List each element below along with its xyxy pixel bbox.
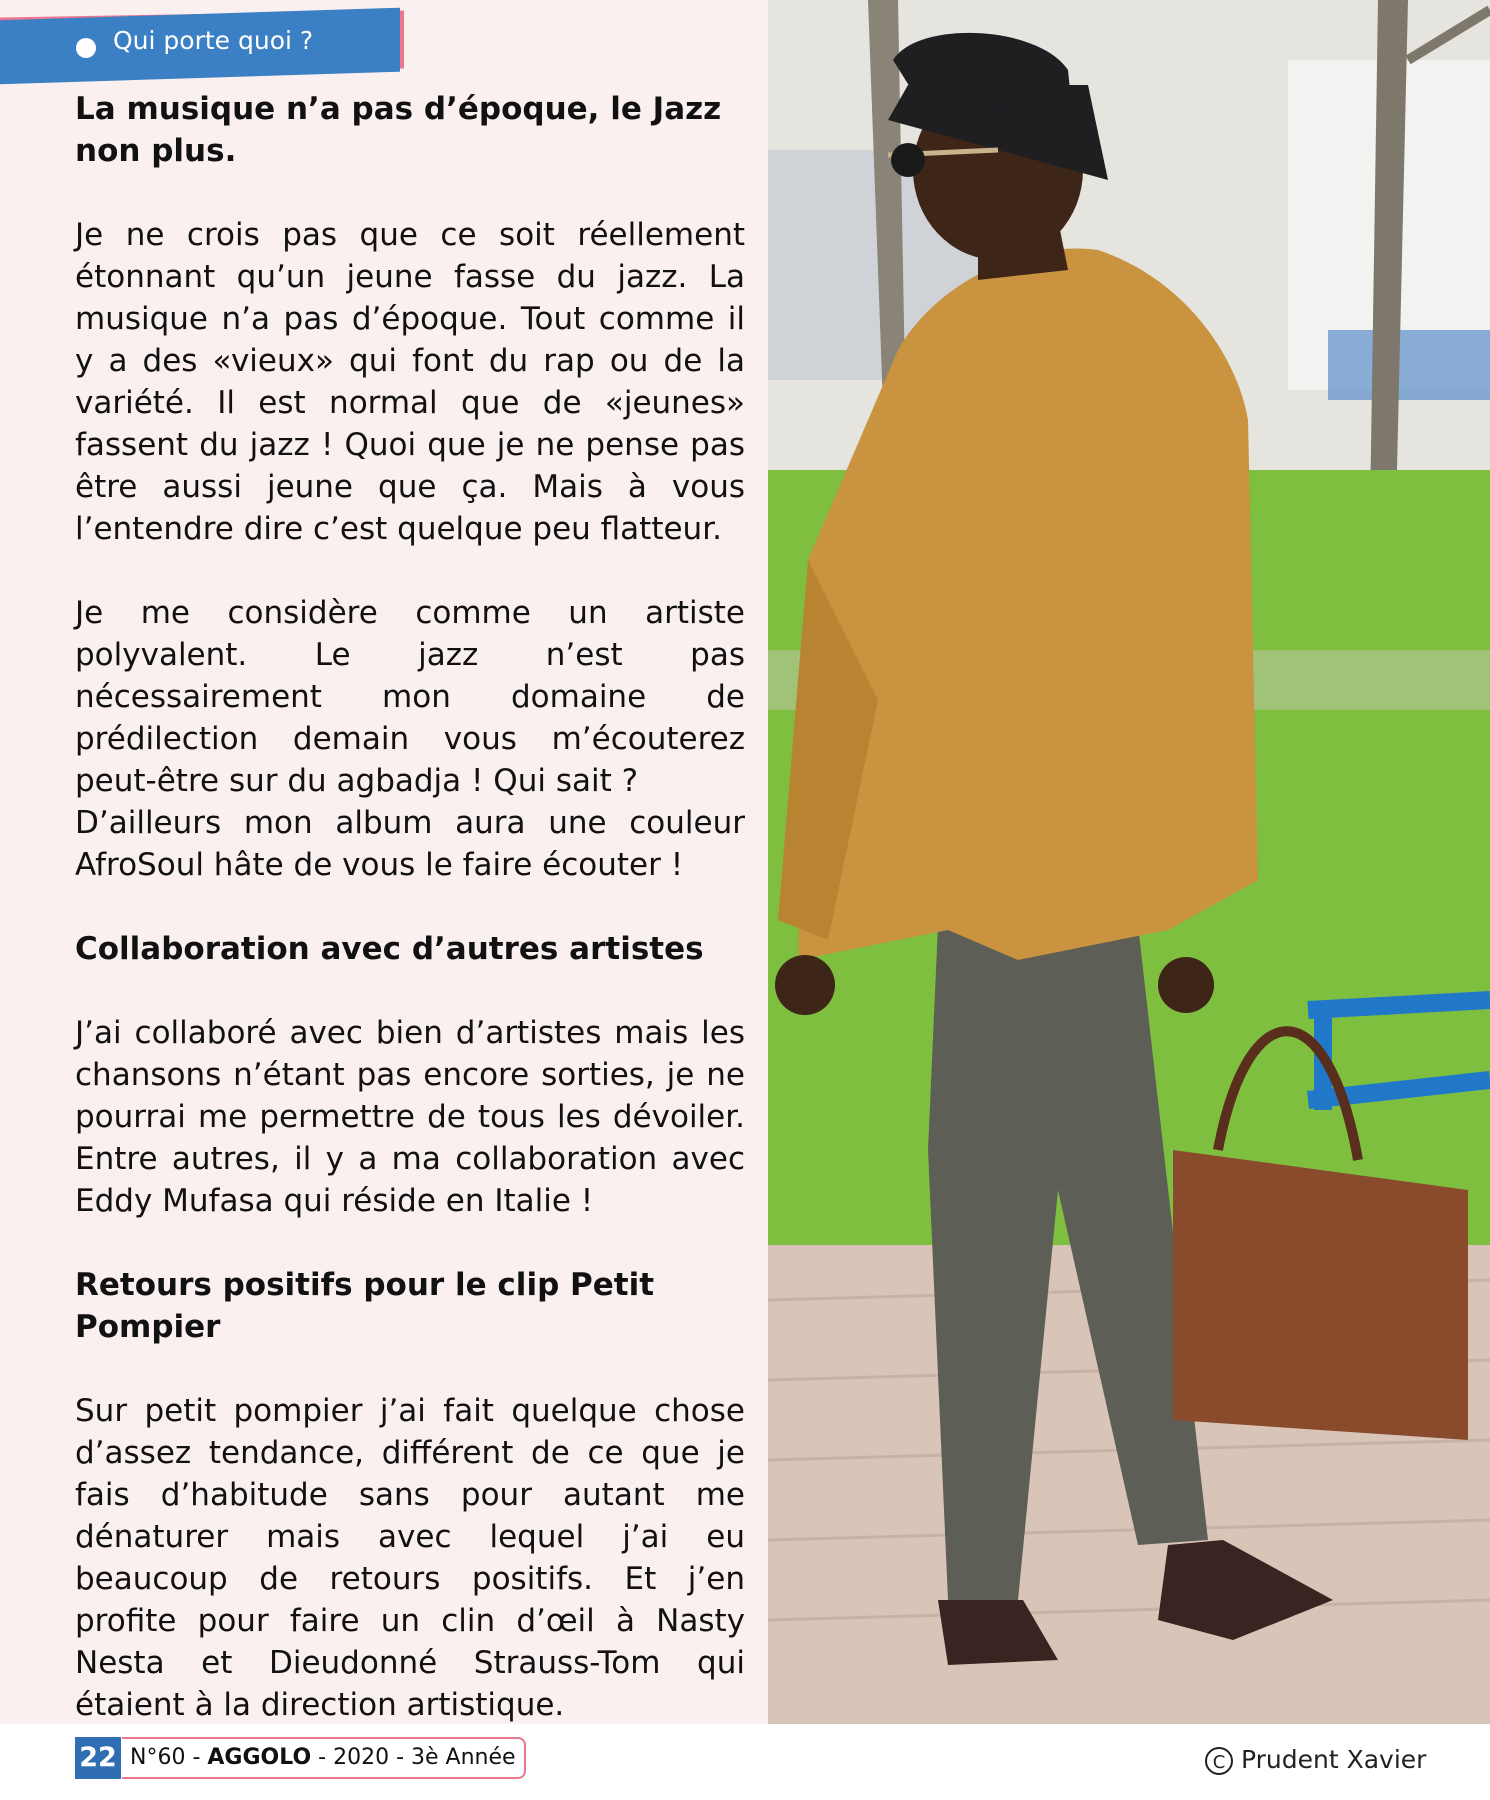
issue-prefix: N°60 - bbox=[130, 1745, 208, 1770]
magazine-brand: AGGOLO bbox=[207, 1745, 312, 1770]
issue-info bbox=[122, 1737, 526, 1779]
article-heading-feedback: Retours positifs pour le clip Petit Pompier bbox=[75, 1267, 655, 1345]
article-paragraph-jazz: Je ne crois pas que ce soit réellement étonnant qu’un jeune fasse du jazz. La musique n’a pas d’époque. Tout comme il y a des «vieux» qui font du rap ou de la variété. Il est normal que de «jeunes» fassent du jazz ! Quoi que je ne pense pas être aussi jeune que ça. Mais à vous l’entendre dire c’est quelque peu flatteur. bbox=[75, 217, 745, 547]
photo-credit-name: Prudent Xavier bbox=[1241, 1745, 1427, 1774]
article-paragraph-collaboration: J’ai collaboré avec bien d’artistes mais les chansons n’étant pas encore sorties, je ne pourrai me permettre de tous les dévoiler. Entre autres, il y a ma collaboration avec Eddy Mufasa qui réside en Italie ! bbox=[75, 1015, 745, 1219]
article-body bbox=[75, 88, 745, 1726]
page-number: 22 bbox=[75, 1737, 121, 1779]
photo-credit bbox=[1205, 1745, 1426, 1775]
copyright-icon: C bbox=[1205, 1747, 1233, 1775]
article-paragraph-versatile: Je me considère comme un artiste polyvalent. Le jazz n’est pas nécessairement mon domaine de prédilection demain vous m’écouterez peut-être sur du agbadja ! Qui sait ? bbox=[75, 595, 745, 799]
article-paragraph-album: D’ailleurs mon album aura une couleur AfroSoul hâte de vous le faire écouter ! bbox=[75, 805, 745, 883]
section-tag-label: Qui porte quoi ? bbox=[113, 26, 314, 55]
text-column bbox=[0, 0, 768, 1724]
bullet-dot-icon bbox=[76, 38, 96, 58]
issue-suffix: - 2020 - 3è Année bbox=[311, 1745, 516, 1770]
article-heading-jazz: La musique n’a pas d’époque, le Jazz non plus. bbox=[75, 91, 722, 169]
article-paragraph-feedback: Sur petit pompier j’ai fait quelque chose d’assez tendance, différent de ce que je fais d’habitude sans pour autant me dénaturer mais avec lequel j’ai eu beaucoup de retours positifs. Et j’en profite pour faire un clin d’œil à Nasty Nesta et Dieudonné Strauss-Tom qui étaient à la direction artistique. bbox=[75, 1393, 745, 1723]
article-heading-collaboration: Collaboration avec d’autres artistes bbox=[75, 931, 704, 967]
artist-photo bbox=[768, 0, 1490, 1724]
